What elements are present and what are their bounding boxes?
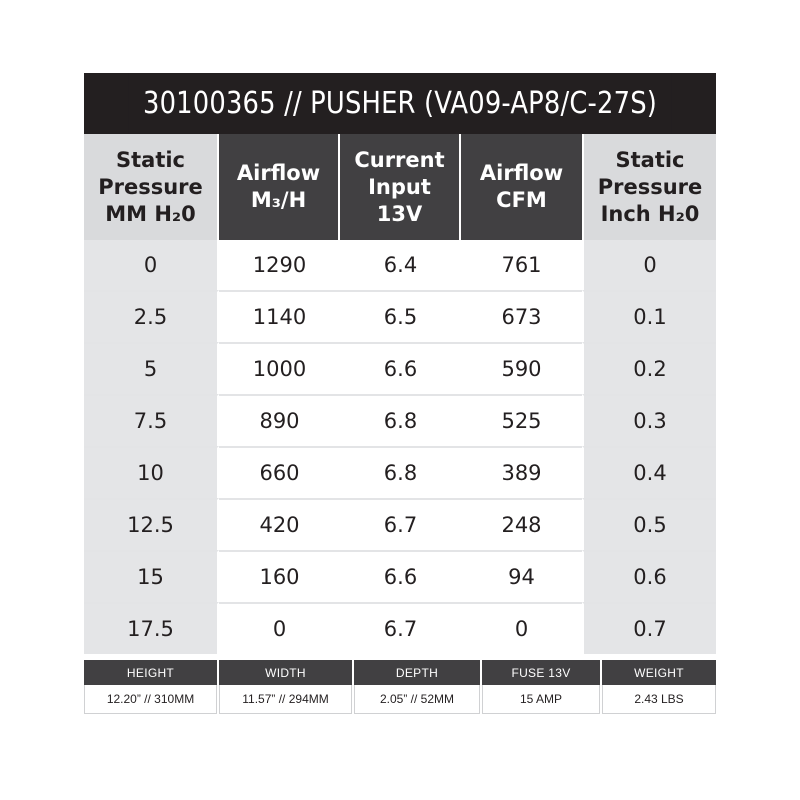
cell-current-input: 6.4 — [340, 240, 461, 290]
cell-airflow-cfm: 590 — [461, 342, 582, 394]
cell-airflow-m3h: 1290 — [219, 240, 340, 290]
cell-airflow-m3h: 1000 — [219, 342, 340, 394]
header-airflow-m3h: Airflow M₃/H — [219, 134, 340, 240]
cell-static-pressure-inch: 0.2 — [582, 342, 716, 394]
cell-static-pressure-inch: 0 — [582, 240, 716, 290]
cell-airflow-cfm: 389 — [461, 446, 582, 498]
cell-current-input: 6.6 — [340, 550, 461, 602]
table-row — [84, 498, 716, 550]
performance-table — [84, 134, 716, 654]
spec-value: 12.20” // 310MM — [84, 685, 217, 714]
dimensions-bar — [84, 660, 716, 714]
table-row — [84, 446, 716, 498]
spec-label: DEPTH — [354, 660, 480, 685]
spec-label: WIDTH — [219, 660, 352, 685]
cell-static-pressure-mm: 5 — [84, 342, 219, 394]
header-static-pressure-mm: Static Pressure MM H₂0 — [84, 134, 219, 240]
table-row — [84, 342, 716, 394]
spec-depth — [354, 660, 480, 714]
cell-static-pressure-mm: 2.5 — [84, 290, 219, 342]
spec-value: 2.05” // 52MM — [354, 685, 480, 714]
spec-sheet — [84, 73, 716, 714]
spec-fuse — [482, 660, 600, 714]
cell-current-input: 6.8 — [340, 394, 461, 446]
cell-static-pressure-inch: 0.4 — [582, 446, 716, 498]
cell-airflow-m3h: 660 — [219, 446, 340, 498]
header-static-pressure-inch: Static Pressure Inch H₂0 — [582, 134, 716, 240]
cell-static-pressure-inch: 0.6 — [582, 550, 716, 602]
cell-current-input: 6.6 — [340, 342, 461, 394]
cell-current-input: 6.7 — [340, 498, 461, 550]
cell-static-pressure-mm: 0 — [84, 240, 219, 290]
spec-height — [84, 660, 217, 714]
spec-value: 2.43 LBS — [602, 685, 716, 714]
title-bar — [84, 73, 716, 134]
cell-static-pressure-inch: 0.7 — [582, 602, 716, 654]
cell-airflow-cfm: 673 — [461, 290, 582, 342]
table-row — [84, 290, 716, 342]
cell-static-pressure-mm: 10 — [84, 446, 219, 498]
spec-label: FUSE 13V — [482, 660, 600, 685]
cell-static-pressure-mm: 17.5 — [84, 602, 219, 654]
table-row — [84, 240, 716, 290]
cell-current-input: 6.7 — [340, 602, 461, 654]
spec-weight — [602, 660, 716, 714]
header-row — [84, 134, 716, 240]
spec-label: WEIGHT — [602, 660, 716, 685]
cell-airflow-m3h: 420 — [219, 498, 340, 550]
cell-static-pressure-mm: 12.5 — [84, 498, 219, 550]
cell-airflow-cfm: 248 — [461, 498, 582, 550]
cell-static-pressure-inch: 0.5 — [582, 498, 716, 550]
cell-airflow-cfm: 94 — [461, 550, 582, 602]
spec-value: 15 AMP — [482, 685, 600, 714]
header-current-input: Current Input 13V — [340, 134, 461, 240]
cell-static-pressure-mm: 15 — [84, 550, 219, 602]
cell-airflow-cfm: 0 — [461, 602, 582, 654]
table-row — [84, 550, 716, 602]
cell-airflow-m3h: 890 — [219, 394, 340, 446]
performance-table-body — [84, 240, 716, 654]
spec-value: 11.57” // 294MM — [219, 685, 352, 714]
cell-airflow-m3h: 0 — [219, 602, 340, 654]
cell-static-pressure-mm: 7.5 — [84, 394, 219, 446]
cell-current-input: 6.8 — [340, 446, 461, 498]
cell-current-input: 6.5 — [340, 290, 461, 342]
cell-airflow-m3h: 1140 — [219, 290, 340, 342]
header-airflow-cfm: Airflow CFM — [461, 134, 582, 240]
spec-width — [219, 660, 352, 714]
table-row — [84, 602, 716, 654]
cell-static-pressure-inch: 0.3 — [582, 394, 716, 446]
cell-airflow-cfm: 761 — [461, 240, 582, 290]
cell-airflow-m3h: 160 — [219, 550, 340, 602]
table-row — [84, 394, 716, 446]
spec-label: HEIGHT — [84, 660, 217, 685]
cell-static-pressure-inch: 0.1 — [582, 290, 716, 342]
cell-airflow-cfm: 525 — [461, 394, 582, 446]
product-title: 30100365 // PUSHER (VA09-AP8/C-27S) — [128, 73, 672, 134]
